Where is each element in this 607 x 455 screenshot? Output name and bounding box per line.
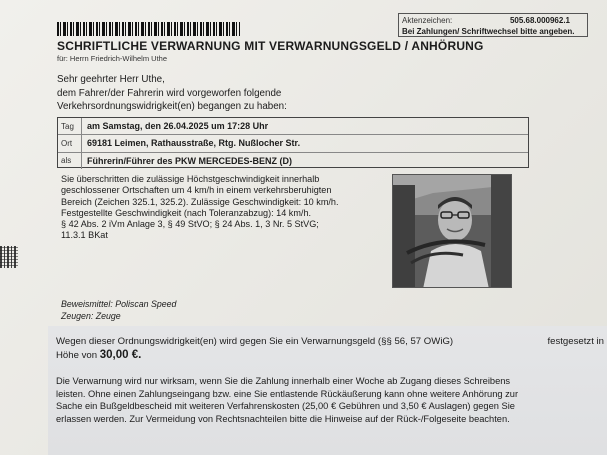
offense-details	[61, 174, 391, 242]
salutation: Sehr geehrter Herr Uthe,	[57, 74, 165, 85]
intro-line-2: Verkehrsordnungswidrigkeit(en) begangen zu haben:	[57, 101, 287, 112]
fine-statement	[56, 335, 604, 362]
fine-text: Wegen dieser Ordnungswidrigkeit(en) wird gegen Sie ein Verwarnungsgeld (§§ 56, 57 OWiG)	[56, 336, 454, 347]
offense-value: Führerin/Führer des PKW MERCEDES-BENZ (D)	[87, 155, 293, 166]
document-title: SCHRIFTLICHE VERWARNUNG MIT VERWARNUNGSGELD / ANHÖRUNG	[57, 39, 484, 53]
barcode	[57, 22, 240, 36]
intro-text	[57, 73, 357, 114]
evidence-section	[61, 298, 176, 322]
fine-amount: 30,00 €.	[99, 348, 142, 361]
reference-note: Bei Zahlungen/ Schriftwechsel bitte angeben.	[402, 27, 575, 36]
datamatrix-code	[0, 246, 18, 268]
evidence-means: Beweismittel: Poliscan Speed	[61, 299, 177, 309]
reference-box	[398, 13, 588, 37]
reference-number: 505.68.000962.1	[509, 16, 570, 25]
offense-key: Ort	[58, 135, 82, 151]
notice-line: Sache ein Bußgeldbescheid mit weiteren Verfahrenskosten (25,00 € Gebühren und 3,50 € Auslagen) gegen Sie	[56, 401, 515, 412]
offense-row-date	[58, 118, 528, 135]
recipient-line: für: Herrn Friedrich-Wilhelm Uthe	[57, 54, 168, 63]
detail-line: Bereich (Zeichen 325.1, 325.2). Zulässige Geschwindigkeit: 10 km/h.	[61, 196, 339, 207]
offense-value: 69181 Leimen, Rathausstraße, Rtg. Nußlocher Str.	[87, 138, 301, 149]
offense-row-location	[58, 135, 528, 152]
detail-line: Sie überschritten die zulässige Höchstgeschwindigkeit innerhalb	[61, 174, 320, 184]
notice-line: leisten. Ohne einen Zahlungseingang bzw. eine Sie entlastende Rückäußerung kann ohne weitere Anhörung zur	[56, 388, 519, 399]
detail-line: Festgestellte Geschwindigkeit (nach Toleranzabzug): 14 km/h.	[61, 207, 312, 218]
driver-photo-image	[393, 175, 512, 288]
offense-row-role	[58, 153, 528, 169]
offense-table	[57, 117, 529, 168]
notice-line: Die Verwarnung wird nur wirksam, wenn Sie die Zahlung innerhalb einer Woche ab Zugang dieses Schreibens	[56, 376, 511, 386]
reference-label: Aktenzeichen:	[402, 16, 453, 25]
detail-line: geschlossener Ortschaften um 4 km/h in einem verkehrsberuhigten	[61, 185, 332, 196]
offense-key: als	[58, 153, 82, 169]
offense-value: am Samstag, den 26.04.2025 um 17:28 Uhr	[87, 121, 269, 132]
offense-key: Tag	[58, 118, 82, 134]
fine-amount-prefix: Höhe von	[56, 349, 98, 361]
evidence-witnesses: Zeugen: Zeuge	[61, 311, 121, 321]
fine-text-end: festgesetzt in	[547, 336, 604, 347]
intro-line-1: dem Fahrer/der Fahrerin wird vorgeworfen folgende	[57, 87, 282, 99]
speed-camera-photo	[392, 174, 512, 288]
detail-line: § 42 Abs. 2 iVm Anlage 3, § 49 StVO; § 24 Abs. 1, 3 Nr. 5 StVG;	[61, 219, 319, 230]
legal-notice	[56, 375, 604, 425]
detail-line: 11.3.1 BKat	[61, 230, 108, 241]
notice-line: erlassen werden. Zur Vermeidung von Rechtsnachteilen bitte die Hinweise auf der Rück-/Folgeseite beachten.	[56, 413, 510, 424]
